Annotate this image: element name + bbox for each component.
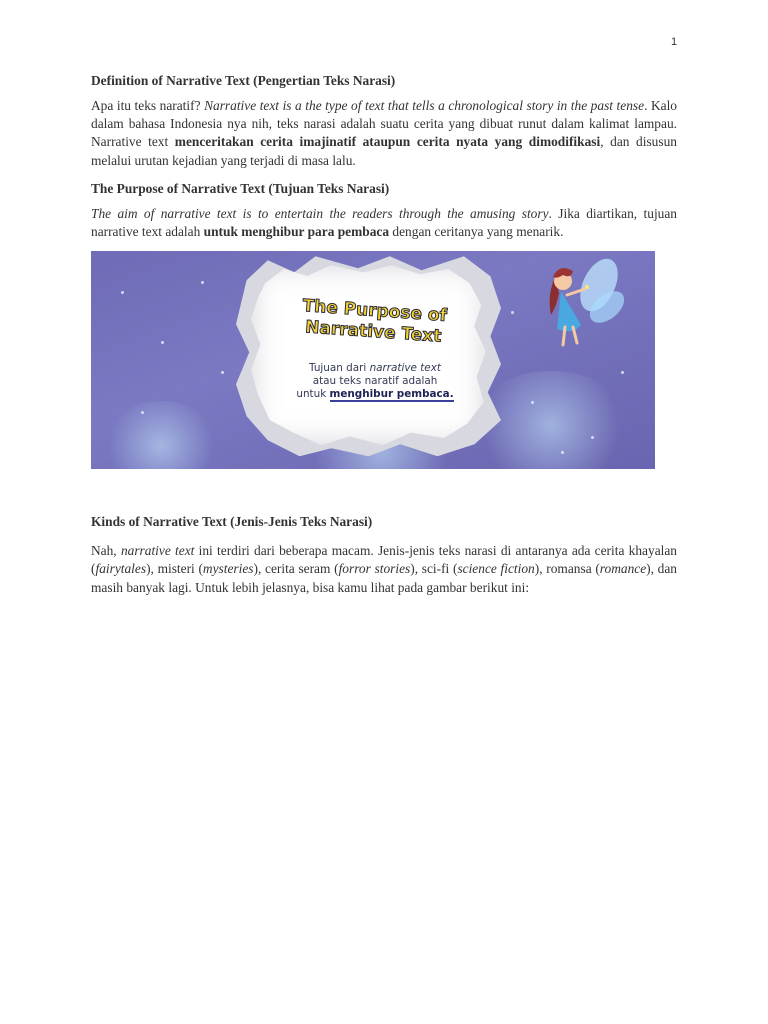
sparkle <box>121 291 124 294</box>
purpose-illustration <box>91 251 655 469</box>
illustration-title-line: The Purpose of <box>301 296 448 327</box>
italic-term: mysteries <box>202 561 254 577</box>
torn-paper <box>251 265 486 445</box>
heading-kinds: Kinds of Narrative Text (Jenis-Jenis Teks Narasi) <box>91 514 373 530</box>
sparkle <box>201 281 204 284</box>
light-glow <box>101 401 221 469</box>
text-run: ), misteri ( <box>146 561 203 577</box>
sparkle <box>621 371 624 374</box>
italic-term: narrative text <box>120 543 195 559</box>
caption-line <box>277 388 473 401</box>
page-number: 1 <box>671 36 678 48</box>
italic-term: science fiction <box>457 561 535 577</box>
text-run: Apa itu teks naratif? <box>91 98 205 113</box>
heading-purpose: The Purpose of Narrative Text (Tujuan Teks Narasi) <box>91 180 390 196</box>
caption-emphasis: menghibur pembaca. <box>329 388 454 401</box>
bold-purpose: untuk menghibur para pembaca <box>203 224 390 240</box>
italic-term: romance <box>599 561 647 577</box>
text-run: dengan ceritanya yang menarik. <box>389 224 564 240</box>
italic-purpose: The aim of narrative text is to entertain the readers through the amusing story <box>91 205 549 221</box>
caption-text: untuk <box>296 388 330 401</box>
text-run: ), cerita seram ( <box>253 561 339 577</box>
text-run: . Jika diartikan, tujuan narrative text adalah <box>91 205 678 240</box>
paragraph-purpose <box>91 205 677 241</box>
illustration-caption <box>277 362 473 401</box>
illustration-title-line: Narrative Text <box>304 317 443 347</box>
text-run: . Kalo dalam bahasa Indonesia nya nih, teks narasi adalah suatu cerita yang dibuat runut dalam kalimat lampau. Narrative text <box>91 98 677 150</box>
caption-text: Tujuan dari <box>309 362 370 375</box>
paragraph-definition <box>91 97 677 170</box>
fairy-icon <box>537 255 627 355</box>
sparkle <box>511 311 514 314</box>
italic-definition: Narrative text is a the type of text that tells a chronological story in the past tense <box>204 98 645 113</box>
paragraph-kinds <box>91 542 677 597</box>
document-body <box>91 72 677 597</box>
bold-definition: menceritakan cerita imajinatif ataupun cerita nyata yang dimodifikasi <box>174 134 601 150</box>
heading-definition: Definition of Narrative Text (Pengertian Teks Narasi) <box>91 73 396 88</box>
text-run: , dan disusun melalui urutan kejadian yang terjadi di masa lalu. <box>91 134 677 168</box>
italic-term: fairytales <box>95 561 147 577</box>
sparkle <box>161 341 164 344</box>
text-run: ini terdiri dari beberapa macam. Jenis-jenis teks narasi di antaranya ada cerita khayalan ( <box>91 543 677 577</box>
text-run: Nah, <box>91 543 121 559</box>
caption-line: atau teks naratif adalah <box>312 375 438 388</box>
sparkle <box>221 371 224 374</box>
caption-line <box>277 362 473 375</box>
italic-term: forror stories <box>338 561 411 577</box>
text-run: ), dan masih banyak lagi. Untuk lebih jelasnya, bisa kamu lihat pada gambar berikut ini: <box>91 561 677 595</box>
text-run: ), sci-fi ( <box>410 561 458 577</box>
caption-italic: narrative text <box>369 362 441 375</box>
text-run: ), romansa ( <box>534 561 600 577</box>
